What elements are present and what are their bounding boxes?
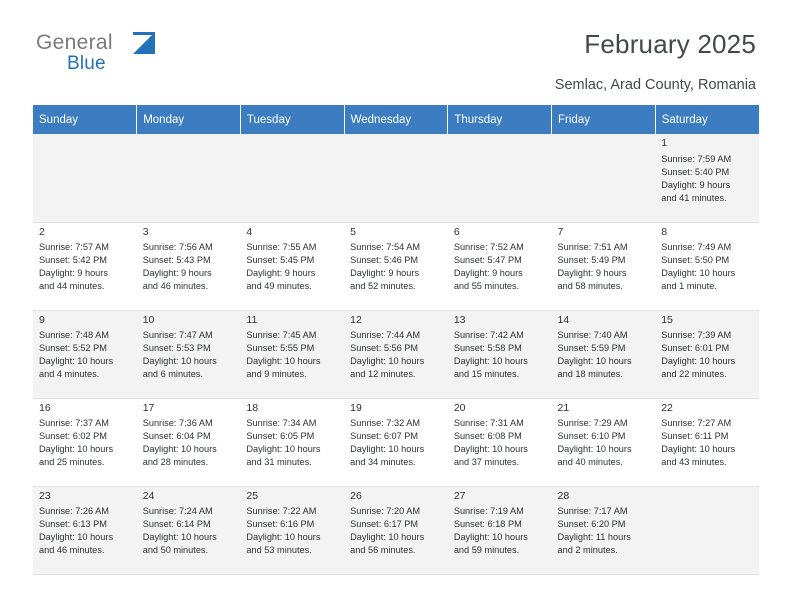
day-number: 16 [39,401,51,414]
calendar-day-cell[interactable] [240,310,344,398]
day-number: 28 [557,489,570,502]
day-info-line: Daylight: 10 hours [39,444,114,455]
day-info-line: Sunrise: 7:26 AM [39,506,109,517]
day-info-line: and 31 minutes. [246,457,312,468]
day-info-line: Sunset: 6:16 PM [246,519,315,530]
day-info-line: and 46 minutes. [39,545,105,556]
day-info-line: Daylight: 10 hours [661,268,736,279]
calendar-empty-cell [344,134,448,222]
day-number: 1 [661,137,668,149]
day-number: 4 [246,225,253,238]
day-info-line: Sunrise: 7:49 AM [661,242,732,253]
day-info-line: and 28 minutes. [142,457,209,468]
calendar-day-cell[interactable] [344,310,448,398]
calendar-empty-cell [655,486,759,574]
day-info-line: Sunrise: 7:48 AM [39,330,109,341]
day-info-line: Daylight: 10 hours [661,444,736,455]
day-info-line: Sunrise: 7:32 AM [350,418,421,429]
logo [36,32,236,84]
day-number: 24 [142,489,155,502]
day-info-line: and 37 minutes. [453,457,520,468]
day-info-line: Sunrise: 7:52 AM [453,242,524,253]
calendar-day-cell[interactable] [33,310,137,398]
day-info-line: Daylight: 9 hours [661,179,731,190]
day-info-line: Daylight: 11 hours [557,532,631,543]
day-info-line: Sunrise: 7:56 AM [142,242,213,253]
day-info-line: Daylight: 10 hours [142,444,217,455]
weekday-header-saturday: Saturday [655,105,759,134]
day-info-line: Sunset: 6:08 PM [453,431,522,442]
day-number: 20 [453,401,466,414]
calendar-day-cell[interactable] [655,222,759,310]
day-info-line: Sunset: 6:04 PM [142,431,211,442]
day-info-line: Sunset: 5:40 PM [661,166,730,177]
calendar-day-cell[interactable] [137,310,241,398]
calendar-day-cell[interactable] [655,134,759,222]
day-info-line: Sunset: 6:07 PM [350,431,419,442]
day-info-line: Daylight: 10 hours [453,532,528,543]
day-number: 2 [39,225,45,238]
day-info-line: and 25 minutes. [39,457,105,468]
day-info-line: Daylight: 10 hours [39,532,114,543]
day-info-line: and 40 minutes. [557,457,623,468]
day-number: 12 [350,313,362,326]
weekday-header-wednesday: Wednesday [344,105,448,134]
day-number: 8 [661,225,668,238]
day-info-line: Sunset: 6:10 PM [557,431,626,442]
day-info-line: Sunrise: 7:55 AM [246,242,317,253]
day-info-line: Daylight: 9 hours [453,268,523,279]
day-info-line: Sunrise: 7:47 AM [142,330,213,341]
day-info-line: and 46 minutes. [142,281,209,292]
day-info-line: Sunrise: 7:22 AM [246,506,317,517]
day-info-line: and 9 minutes. [246,369,307,380]
calendar-header-row [33,105,759,134]
day-info-line: Sunrise: 7:31 AM [453,418,524,429]
day-info-line: and 44 minutes. [39,281,105,292]
day-info-line: and 12 minutes. [350,369,416,380]
logo-mark-triangle-icon [133,32,155,54]
day-info-line: Sunset: 6:13 PM [39,519,107,530]
day-info-line: Daylight: 10 hours [453,356,528,367]
day-info-line: Sunset: 5:58 PM [453,343,522,354]
calendar-day-cell[interactable] [448,222,552,310]
day-info-line: Daylight: 10 hours [350,532,425,543]
calendar-day-cell[interactable] [137,486,241,574]
calendar-day-cell[interactable] [344,398,448,486]
day-info-line: and 15 minutes. [453,369,520,380]
day-number: 21 [557,401,570,414]
calendar-week-row [33,310,759,398]
calendar-day-cell[interactable] [552,486,656,574]
day-info-line: Sunrise: 7:20 AM [350,506,421,517]
weekday-header-tuesday: Tuesday [240,105,344,134]
day-info-line: and 41 minutes. [661,192,727,203]
day-info-line: Sunset: 6:11 PM [661,431,729,442]
day-info-line: Daylight: 9 hours [142,268,212,279]
calendar-day-cell[interactable] [137,222,241,310]
calendar-empty-cell [552,134,656,222]
day-info-line: Daylight: 9 hours [557,268,627,279]
calendar-day-cell[interactable] [552,222,656,310]
day-info-line: Sunrise: 7:45 AM [246,330,317,341]
day-number: 18 [246,401,259,414]
calendar-day-cell[interactable] [552,310,656,398]
day-info-line: Daylight: 10 hours [661,356,736,367]
day-number: 6 [453,225,460,238]
day-info-line: Sunset: 6:02 PM [39,431,107,442]
day-info-line: Sunset: 5:53 PM [142,343,211,354]
day-number: 27 [453,489,466,502]
day-info-line: Sunset: 6:14 PM [142,519,211,530]
weekday-header-sunday: Sunday [33,105,137,134]
day-info-line: and 49 minutes. [246,281,312,292]
day-info-line: Sunrise: 7:40 AM [557,330,628,341]
logo-text-general: General [36,31,113,54]
calendar-day-cell[interactable] [33,398,137,486]
day-info-line: Sunset: 5:46 PM [350,255,419,266]
page-title: February 2025 [584,29,756,59]
day-info-line: Sunset: 6:05 PM [246,431,315,442]
day-number: 22 [661,401,673,414]
day-info-line: Sunrise: 7:39 AM [661,330,732,341]
day-info-line: and 4 minutes. [39,369,100,380]
day-number: 15 [661,313,673,326]
day-info-line: Sunrise: 7:29 AM [557,418,628,429]
day-info-line: Sunset: 5:47 PM [453,255,522,266]
day-number: 10 [142,313,155,326]
day-info-line: and 18 minutes. [557,369,623,380]
day-info-line: Daylight: 10 hours [142,532,217,543]
calendar-day-cell[interactable] [448,398,552,486]
day-info-line: and 6 minutes. [142,369,203,380]
day-info-line: Daylight: 10 hours [453,444,528,455]
day-number: 11 [246,313,258,326]
calendar-day-cell[interactable] [655,398,759,486]
logo-text-blue: Blue [67,53,106,74]
calendar-day-cell[interactable] [33,222,137,310]
calendar-empty-cell [240,134,344,222]
calendar-empty-cell [448,134,552,222]
day-info-line: Sunset: 5:55 PM [246,343,315,354]
day-info-line: Daylight: 9 hours [350,268,420,279]
calendar-body [33,134,759,574]
day-info-line: Sunset: 5:59 PM [557,343,626,354]
day-info-line: Sunset: 5:56 PM [350,343,419,354]
day-info-line: Sunrise: 7:36 AM [142,418,213,429]
day-info-line: Sunrise: 7:19 AM [453,506,524,517]
day-info-line: and 34 minutes. [350,457,416,468]
calendar-empty-cell [33,134,137,222]
calendar-day-cell[interactable] [448,310,552,398]
day-number: 14 [557,313,570,326]
calendar-day-cell[interactable] [240,486,344,574]
weekday-header-friday: Friday [552,105,656,134]
calendar-week-row [33,486,759,574]
day-info-line: Sunset: 6:17 PM [350,519,419,530]
day-info-line: Sunrise: 7:59 AM [661,153,732,164]
day-info-line: Daylight: 10 hours [142,356,217,367]
day-number: 5 [350,225,356,238]
day-info-line: and 52 minutes. [350,281,416,292]
day-info-line: Sunrise: 7:34 AM [246,418,317,429]
day-info-line: and 53 minutes. [246,545,312,556]
calendar-day-cell[interactable] [240,222,344,310]
calendar-empty-cell [137,134,241,222]
day-number: 7 [557,225,564,238]
calendar-week-row [33,222,759,310]
day-info-line: and 50 minutes. [142,545,209,556]
calendar-day-cell[interactable] [240,398,344,486]
day-info-line: Sunset: 5:42 PM [39,255,107,266]
day-info-line: Daylight: 9 hours [246,268,316,279]
day-info-line: Sunrise: 7:17 AM [557,506,628,517]
day-info-line: Daylight: 10 hours [350,356,425,367]
day-number: 25 [246,489,259,502]
day-info-line: and 22 minutes. [661,369,727,380]
day-info-line: Sunrise: 7:57 AM [39,242,109,253]
calendar-day-cell[interactable] [448,486,552,574]
weekday-header-thursday: Thursday [448,105,552,134]
day-info-line: Sunset: 6:18 PM [453,519,522,530]
day-info-line: Sunset: 5:43 PM [142,255,211,266]
day-info-line: Sunset: 6:01 PM [661,343,730,354]
day-info-line: and 58 minutes. [557,281,623,292]
calendar-week-row [33,134,759,222]
day-info-line: Daylight: 10 hours [557,356,632,367]
day-info-line: Daylight: 10 hours [557,444,632,455]
day-info-line: Sunrise: 7:54 AM [350,242,421,253]
calendar-day-cell[interactable] [655,310,759,398]
day-info-line: Sunset: 5:50 PM [661,255,730,266]
day-number: 13 [453,313,466,326]
day-info-line: Sunrise: 7:37 AM [39,418,109,429]
calendar-day-cell[interactable] [137,398,241,486]
day-info-line: Daylight: 10 hours [246,444,321,455]
day-number: 9 [39,313,45,326]
page-header [33,0,759,93]
day-info-line: and 55 minutes. [453,281,520,292]
day-info-line: Daylight: 10 hours [39,356,114,367]
day-number: 26 [350,489,362,502]
day-info-line: Sunset: 5:49 PM [557,255,626,266]
day-info-line: and 2 minutes. [557,545,618,556]
day-info-line: Sunrise: 7:27 AM [661,418,732,429]
day-info-line: Sunset: 5:52 PM [39,343,107,354]
day-info-line: Sunset: 5:45 PM [246,255,315,266]
day-info-line: Sunset: 6:20 PM [557,519,626,530]
calendar-day-cell[interactable] [344,222,448,310]
day-info-line: Sunrise: 7:44 AM [350,330,421,341]
day-info-line: and 1 minute. [661,281,717,292]
day-info-line: Daylight: 9 hours [39,268,108,279]
day-number: 23 [39,489,51,502]
day-number: 3 [142,225,149,238]
day-info-line: Sunrise: 7:42 AM [453,330,524,341]
weekday-header-monday: Monday [137,105,241,134]
day-info-line: Daylight: 10 hours [350,444,425,455]
day-info-line: Daylight: 10 hours [246,356,321,367]
day-info-line: and 59 minutes. [453,545,520,556]
calendar-table [33,105,759,575]
calendar-day-cell[interactable] [552,398,656,486]
calendar-day-cell[interactable] [344,486,448,574]
day-number: 17 [142,401,155,414]
calendar-week-row [33,398,759,486]
day-info-line: Daylight: 10 hours [246,532,321,543]
page-subtitle-location: Semlac, Arad County, Romania [554,77,756,93]
day-info-line: Sunrise: 7:24 AM [142,506,213,517]
day-info-line: and 56 minutes. [350,545,416,556]
day-info-line: Sunrise: 7:51 AM [557,242,628,253]
day-info-line: and 43 minutes. [661,457,727,468]
calendar-day-cell[interactable] [33,486,137,574]
day-number: 19 [350,401,362,414]
